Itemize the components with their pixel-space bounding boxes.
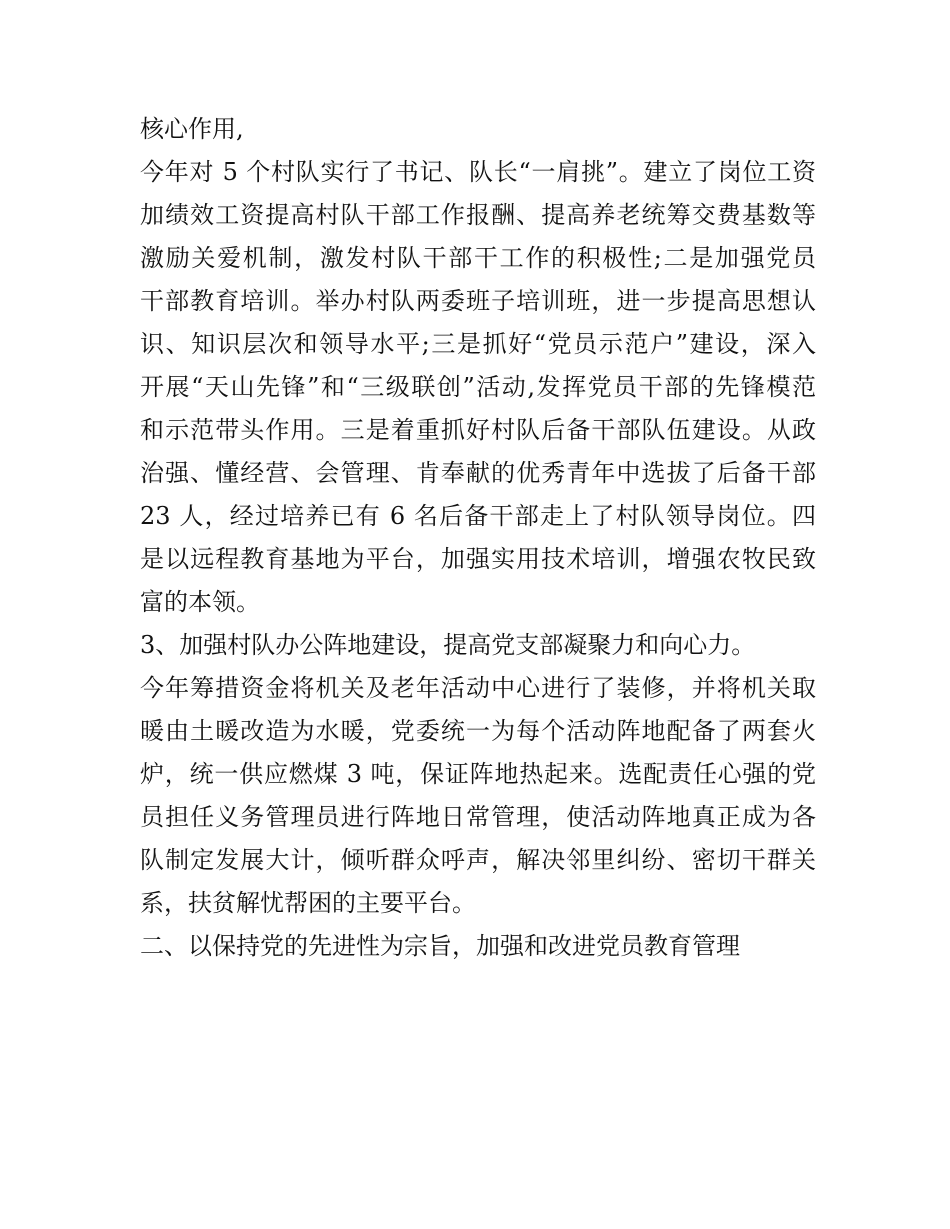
text-line: 开展“天山先锋”和“三级联创”活动,发挥党员干部的先锋模范: [140, 373, 816, 401]
section-heading: 二、以保持党的先进性为宗旨，加强和改进党员教育管理: [140, 932, 740, 960]
text-line: 炉，统一供应燃煤 3 吨，保证阵地热起来。选配责任心强的党: [140, 760, 816, 788]
text-line: 和示范带头作用。三是着重抓好村队后备干部队伍建设。从政: [140, 416, 816, 444]
text-line: 员担任义务管理员进行阵地日常管理，使活动阵地真正成为各: [140, 803, 816, 831]
text-line: 队制定发展大计，倾听群众呼声，解决邻里纠纷、密切干群关: [140, 846, 816, 874]
text-line: 富的本领。: [140, 588, 260, 616]
text-line: 是以远程教育基地为平台，加强实用技术培训，增强农牧民致: [140, 545, 816, 573]
text-line: 干部教育培训。举办村队两委班子培训班，进一步提高思想认: [140, 287, 816, 315]
text-line: 今年对 5 个村队实行了书记、队长“一肩挑”。建立了岗位工资: [140, 158, 816, 186]
text-line: 核心作用,: [140, 115, 244, 143]
text-line: 今年筹措资金将机关及老年活动中心进行了装修，并将机关取: [140, 674, 816, 702]
text-line: 识、知识层次和领导水平;三是抓好“党员示范户”建设，深入: [140, 330, 816, 358]
body-text: [140, 108, 816, 968]
text-line: 加绩效工资提高村队干部工作报酬、提高养老统筹交费基数等: [140, 201, 816, 229]
text-line: 23 人，经过培养已有 6 名后备干部走上了村队领导岗位。四: [140, 502, 816, 530]
text-line: 系，扶贫解忧帮困的主要平台。: [140, 889, 476, 917]
text-line: 暖由土暖改造为水暖，党委统一为每个活动阵地配备了两套火: [140, 717, 816, 745]
text-line: 激励关爱机制，激发村队干部干工作的积极性;二是加强党员: [140, 244, 816, 272]
text-line: 治强、懂经营、会管理、肯奉献的优秀青年中选拔了后备干部: [140, 459, 816, 487]
section-heading: 3、加强村队办公阵地建设，提高党支部凝聚力和向心力。: [140, 631, 756, 659]
